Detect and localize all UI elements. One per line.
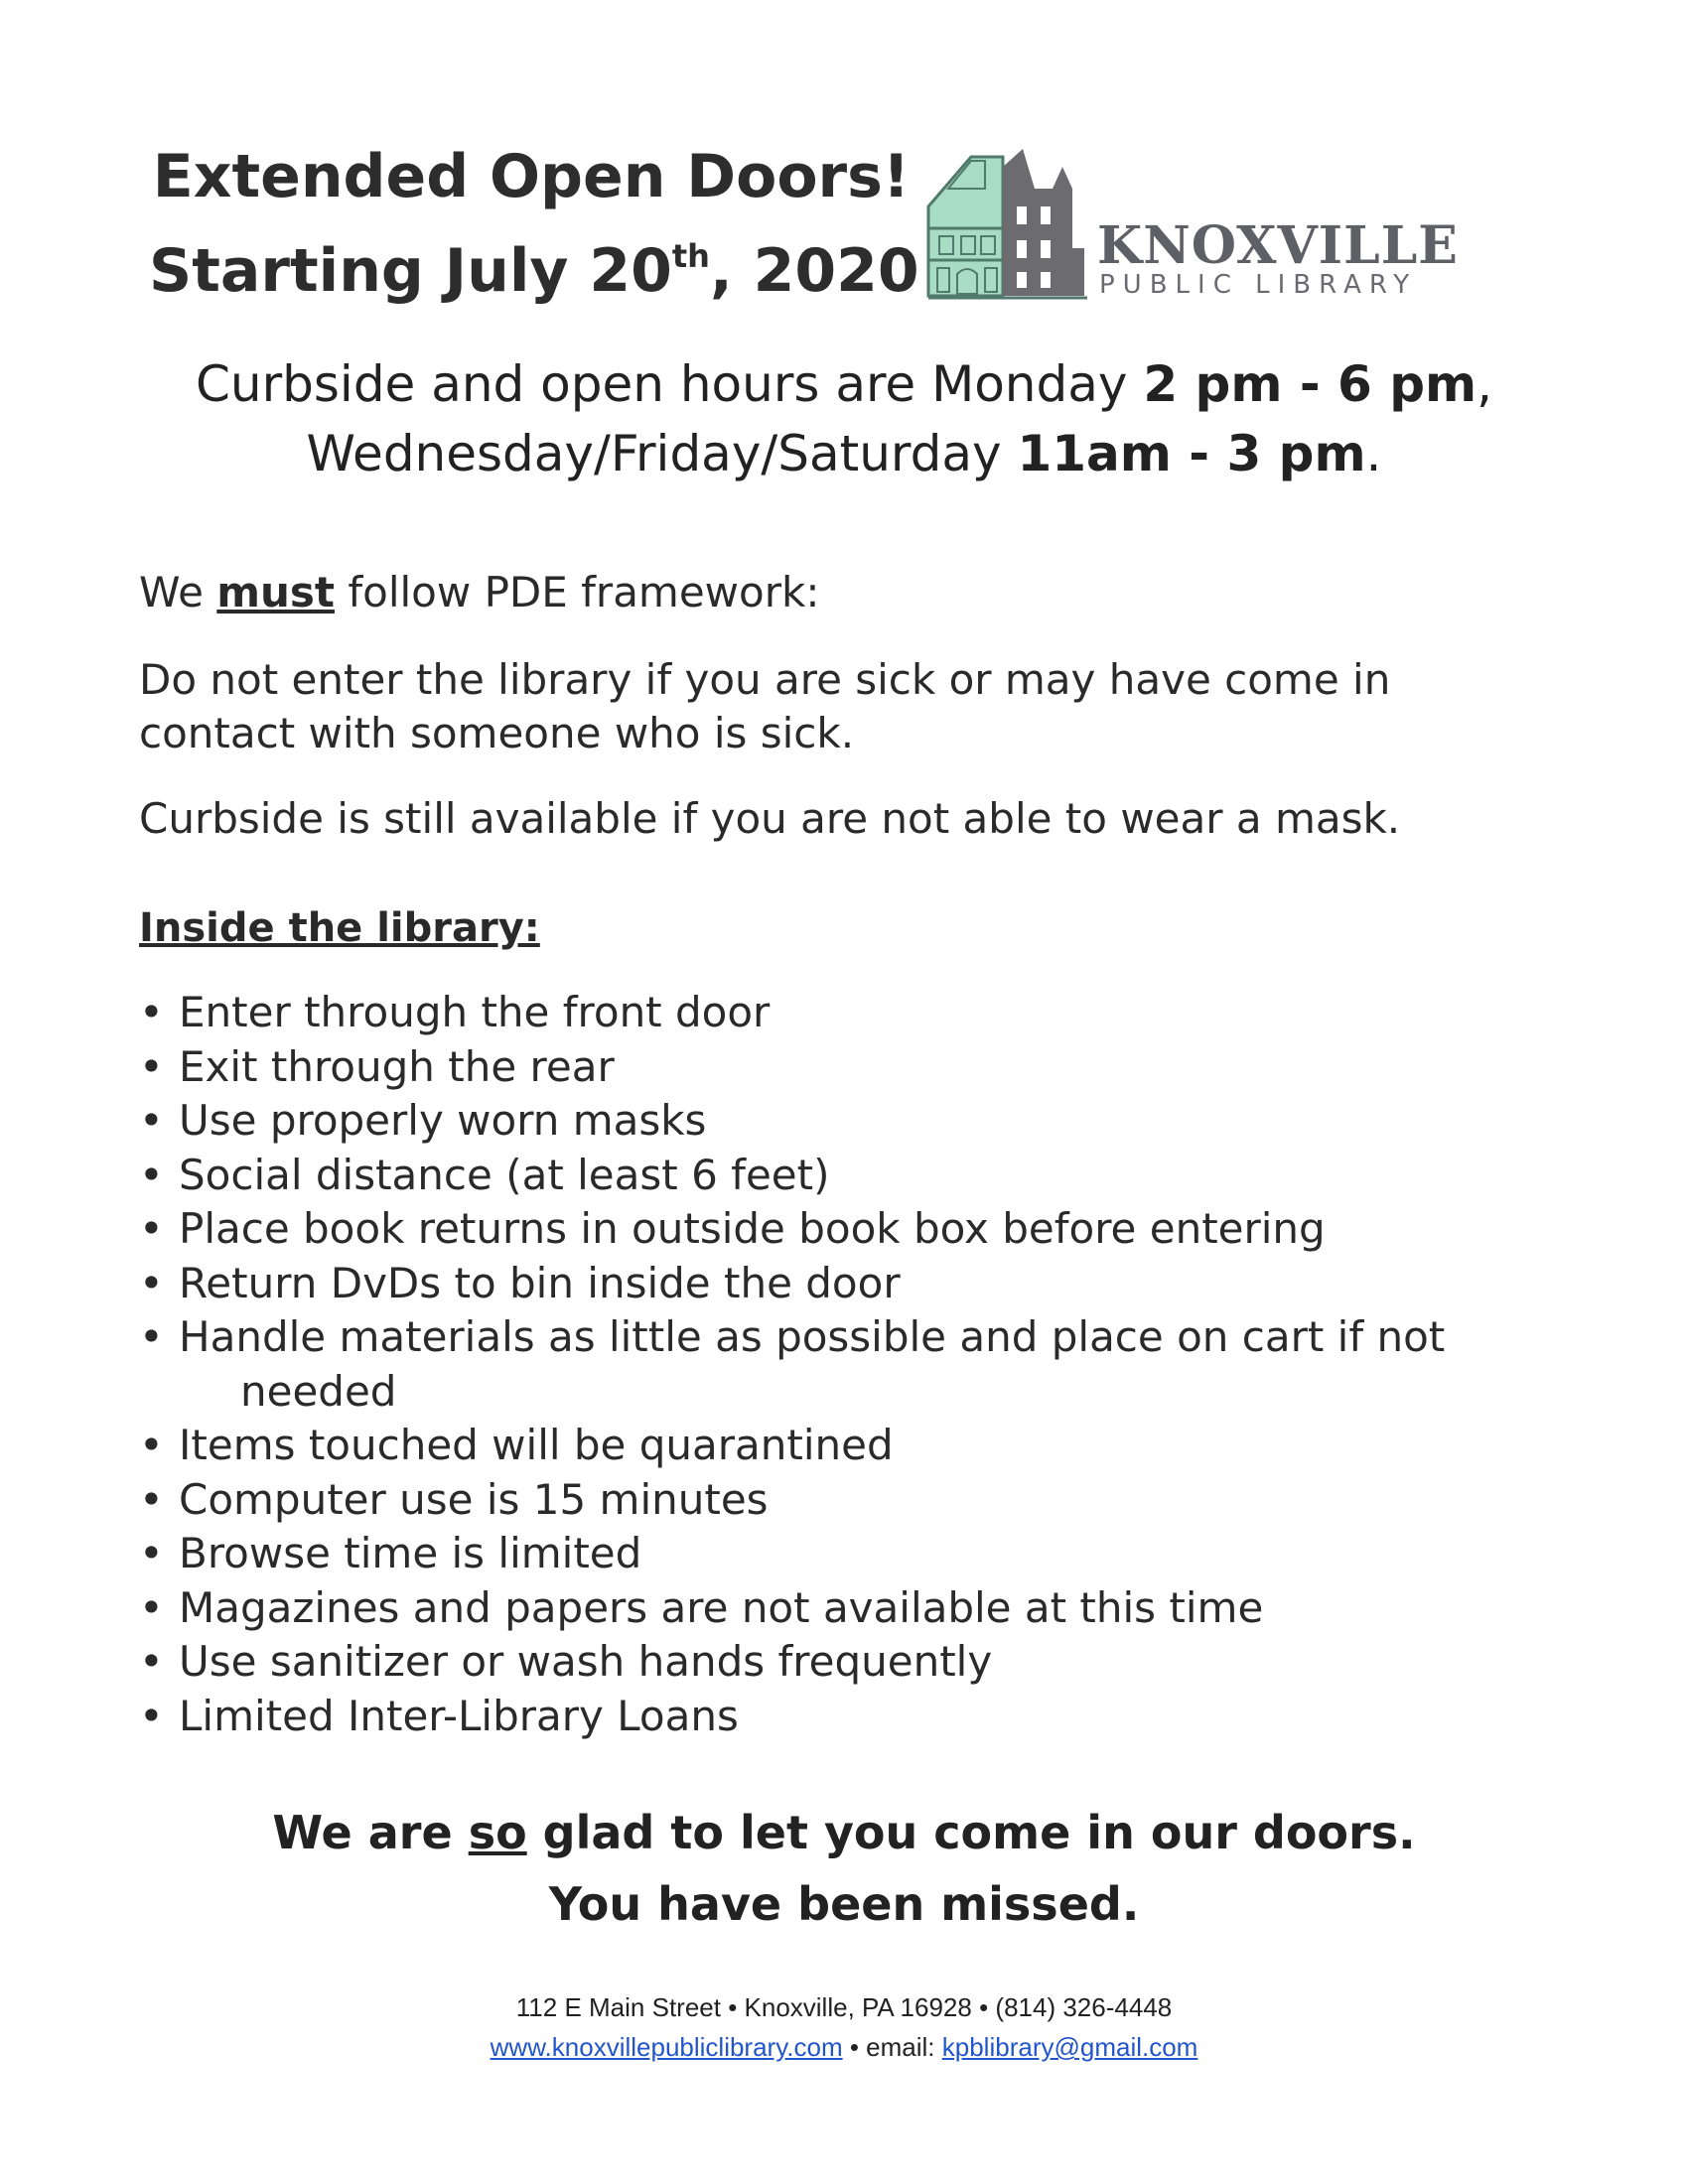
framework-emphasis: must — [216, 568, 336, 616]
rule-text: Limited Inter-Library Loans — [179, 1691, 739, 1740]
list-item — [139, 1473, 1569, 1528]
closing-prefix: We are — [272, 1806, 469, 1859]
website-link[interactable]: www.knoxvillepubliclibrary.com — [490, 2032, 843, 2062]
list-item — [139, 1202, 1569, 1257]
title-date-prefix: Starting July 20 — [149, 236, 672, 306]
closing-message — [149, 1797, 1539, 1940]
rule-text: Magazines and papers are not available at this time — [179, 1582, 1264, 1632]
rule-text: Exit through the rear — [179, 1041, 615, 1091]
bullet-icon: • — [139, 1691, 164, 1740]
rule-text: Computer use is 15 minutes — [179, 1474, 769, 1524]
title-block — [149, 137, 919, 311]
framework-suffix: follow PDE framework: — [335, 568, 820, 616]
email-label: • email: — [842, 2032, 942, 2062]
title-line-2 — [149, 216, 919, 311]
framework-statement — [139, 566, 819, 619]
rules-list — [139, 986, 1569, 1743]
logo-subtitle: PUBLIC LIBRARY — [1099, 270, 1418, 300]
closing-line-2: You have been missed. — [548, 1877, 1140, 1931]
bullet-icon: • — [139, 988, 164, 1036]
bullet-icon: • — [139, 1258, 164, 1307]
list-item — [139, 1257, 1569, 1311]
bullet-icon: • — [139, 1529, 164, 1577]
framework-prefix: We — [139, 568, 217, 616]
logo-name: KNOXVILLE — [1097, 215, 1459, 276]
list-item — [139, 1419, 1569, 1473]
hours-weekday-text: Wednesday/Friday/Saturday — [306, 425, 1018, 482]
rule-text: Items touched will be quarantined — [179, 1421, 894, 1469]
inside-heading: Inside the library: — [139, 905, 540, 951]
bullet-icon: • — [139, 1637, 164, 1686]
list-item — [139, 986, 1569, 1040]
list-item — [139, 1635, 1569, 1690]
rule-text: Place book returns in outside book box before entering — [179, 1204, 1326, 1253]
bullet-icon: • — [139, 1150, 164, 1199]
hours-line-1-punct: , — [1477, 355, 1493, 413]
rule-text: Use sanitizer or wash hands frequently — [179, 1637, 993, 1686]
list-item — [139, 1581, 1569, 1636]
bullet-icon: • — [139, 1204, 164, 1253]
library-logo — [923, 149, 1459, 308]
closing-suffix: glad to let you come in our doors. — [526, 1806, 1416, 1859]
list-item — [139, 1094, 1569, 1149]
rule-text: Handle materials as little as possible and place on cart if not — [179, 1312, 1446, 1361]
hours-block — [99, 349, 1589, 488]
title-date-suffix: , 2020 — [709, 236, 919, 306]
footer — [149, 1987, 1539, 2067]
hours-weekday-time: 11am - 3 pm — [1017, 425, 1366, 482]
footer-contact — [149, 2027, 1539, 2067]
rule-text: Enter through the front door — [179, 988, 771, 1036]
list-item — [139, 1310, 1569, 1419]
bullet-icon: • — [139, 1421, 164, 1469]
list-item — [139, 1040, 1569, 1095]
closing-line-1 — [149, 1797, 1539, 1868]
list-item — [139, 1690, 1569, 1744]
rule-text: Return DvDs to bin inside the door — [179, 1258, 901, 1307]
bullet-icon: • — [139, 1041, 164, 1091]
footer-address: 112 E Main Street • Knoxville, PA 16928 • (814) 326-4448 — [515, 1992, 1173, 2022]
rule-continuation: needed — [240, 1366, 397, 1416]
title-line-1: Extended Open Doors! — [152, 142, 911, 211]
rule-text: Social distance (at least 6 feet) — [179, 1150, 830, 1199]
hours-line-2-punct: . — [1365, 425, 1382, 482]
library-building-icon — [923, 149, 1092, 308]
bullet-icon: • — [139, 1312, 164, 1361]
bullet-icon: • — [139, 1582, 164, 1632]
rule-text: Browse time is limited — [179, 1529, 642, 1577]
bullet-icon: • — [139, 1096, 164, 1145]
hours-monday-text: Curbside and open hours are Monday — [195, 355, 1144, 413]
sick-notice: Do not enter the library if you are sick or may have come in contact with someone who is sick. — [139, 655, 1391, 757]
bullet-icon: • — [139, 1474, 164, 1524]
hours-monday-time: 2 pm - 6 pm — [1143, 355, 1477, 413]
rule-text: Use properly worn masks — [179, 1096, 707, 1145]
list-item — [139, 1149, 1569, 1203]
hours-line-2 — [99, 419, 1589, 488]
closing-emphasis: so — [468, 1806, 527, 1859]
title-date-superscript: th — [671, 237, 710, 275]
hours-line-1 — [99, 349, 1589, 419]
mask-notice: Curbside is still available if you are not able to wear a mask. — [139, 794, 1401, 843]
email-link[interactable]: kpblibrary@gmail.com — [941, 2032, 1198, 2062]
list-item — [139, 1527, 1569, 1581]
